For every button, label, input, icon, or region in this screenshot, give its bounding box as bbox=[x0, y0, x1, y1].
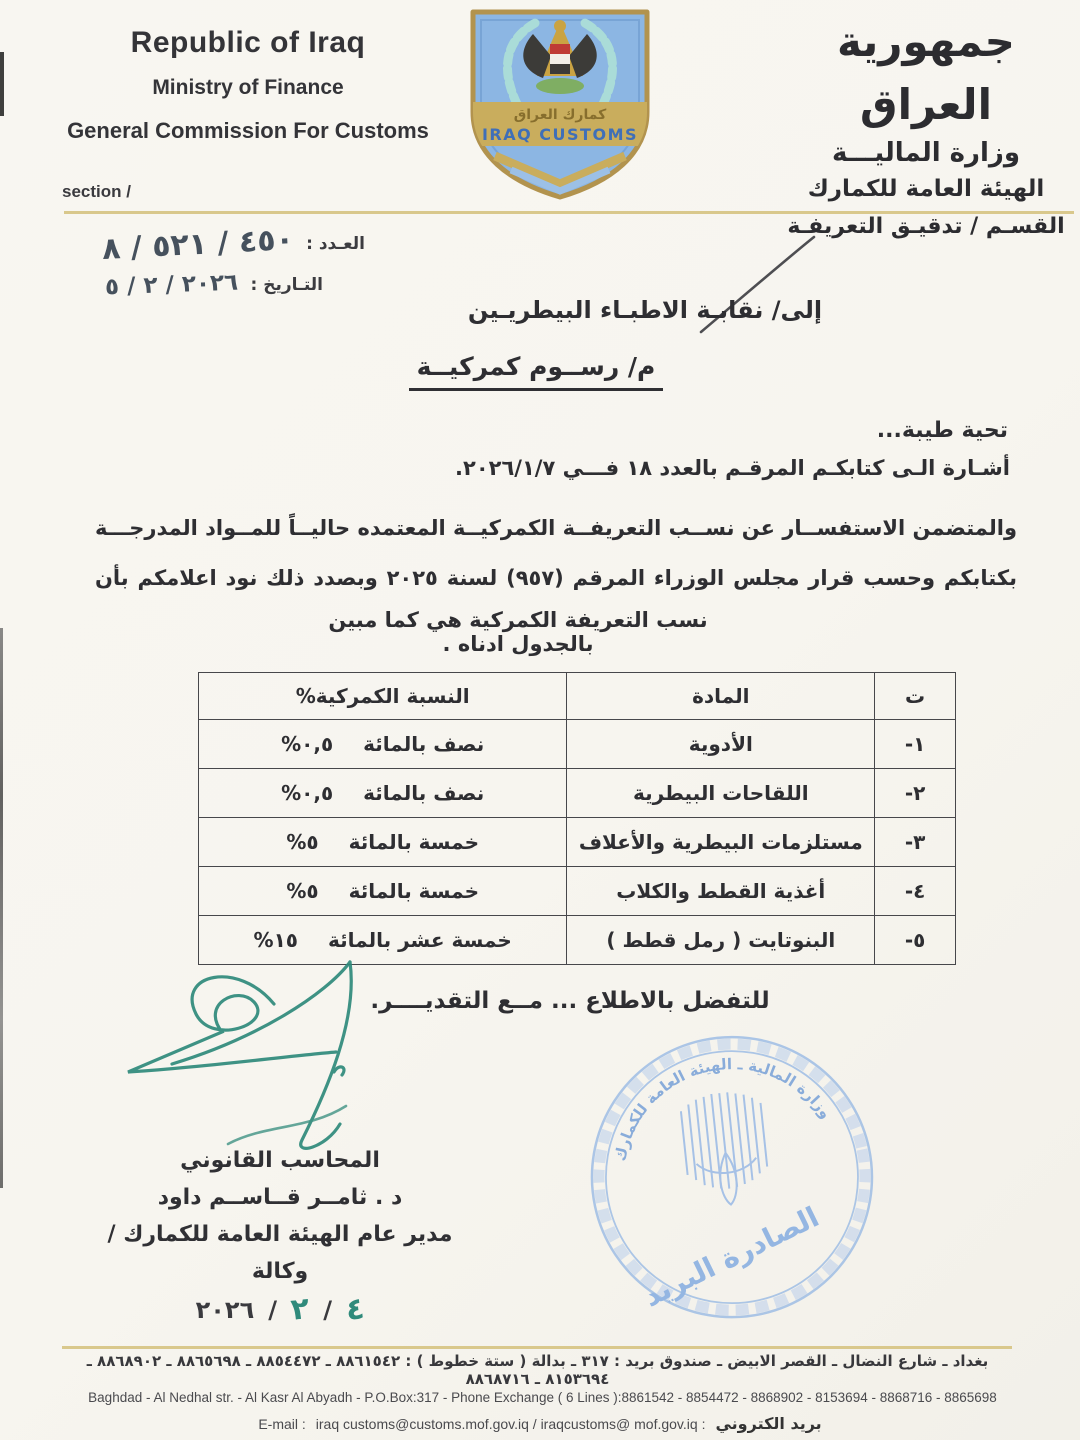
signature-block bbox=[80, 1142, 480, 1327]
row-material: مستلزمات البيطرية والأعلاف bbox=[567, 818, 875, 867]
stamp-ring-text: وزارة المالية ـ الهيئة العامة للكمارك bbox=[611, 1055, 836, 1163]
row-no: ٤- bbox=[875, 867, 956, 916]
commission-name-en: General Commission For Customs bbox=[67, 118, 429, 143]
row-material: الأدوية bbox=[567, 720, 875, 769]
signature-date bbox=[80, 1292, 480, 1327]
reference-number-row bbox=[55, 222, 365, 266]
country-name-ar: جمهورية العراق bbox=[837, 17, 1015, 129]
signer-title: المحاسب القانوني bbox=[180, 1148, 380, 1173]
date-label: التـاريخ : bbox=[250, 275, 323, 295]
body-paragraph-1: أشـارة الـى كتابكـم المرقـم بالعدد ١٨ فـــي ٢٠٢٦/١/٧. bbox=[455, 456, 1010, 480]
body-paragraph-3: نسب التعريفة الكمركية هي كما مبين بالجدول ادناه . bbox=[328, 608, 708, 656]
country-name-en: Republic of Iraq bbox=[130, 26, 366, 59]
emblem-arabic-text: كمارك العراق bbox=[513, 107, 607, 123]
header-rate: النسبة الكمركية% bbox=[199, 673, 567, 720]
date-separator: / bbox=[268, 1295, 277, 1324]
section-label: section / bbox=[62, 182, 131, 201]
addressee-line: إلى/ نقابـة الاطبـاء البيطريـين bbox=[467, 296, 823, 324]
footer-divider-rule bbox=[62, 1346, 1012, 1349]
table-row bbox=[199, 720, 956, 769]
date-separator: / bbox=[323, 1295, 333, 1324]
header-material: المادة bbox=[567, 673, 875, 720]
row-material: البنوتايت ( رمل قطط ) bbox=[567, 916, 875, 965]
row-no: ٥- bbox=[875, 916, 956, 965]
row-rate-words: خمسة عشر بالمائة bbox=[328, 928, 512, 952]
emblem-english-text: IRAQ CUSTOMS bbox=[481, 125, 639, 144]
row-no: ٣- bbox=[875, 818, 956, 867]
footer-email-line bbox=[150, 1414, 930, 1433]
table-row bbox=[199, 818, 956, 867]
scan-edge-artifact bbox=[0, 628, 3, 1188]
row-rate: ١٥% bbox=[253, 928, 299, 952]
footer-address-arabic: بغداد ـ شارع النضال ـ القصر الابيض ـ صندوق بريد : ٣١٧ ـ بدالة ( ستة خطوط ) : ٨٨٦١٥٤٢ ـ ٨٨٥٤٤٧٢ ـ ٨٨٦٥٦٩٨ ـ ٨٨٦٨٩٠٢ ـ ٨١٥٣٦٩٤ ـ ٨٨٦٨٧١٦ bbox=[86, 1352, 989, 1388]
table-row bbox=[199, 769, 956, 818]
email-label-ar: بريد الكتروني bbox=[715, 1414, 822, 1433]
reference-block bbox=[55, 222, 365, 304]
stamp-eagle-icon bbox=[679, 1089, 770, 1209]
row-rate: ٥% bbox=[286, 830, 319, 854]
row-rate: ٥% bbox=[286, 879, 319, 903]
row-rate: ٠,٥% bbox=[281, 781, 334, 805]
header-no: ت bbox=[875, 673, 956, 720]
number-label: العـدد : bbox=[306, 234, 365, 254]
row-rate-words: نصف بالمائة bbox=[363, 732, 485, 756]
row-rate-words: نصف بالمائة bbox=[363, 781, 485, 805]
stamp-outgoing-text: الصادرة البريد bbox=[638, 1200, 825, 1314]
tariff-table bbox=[198, 672, 956, 965]
signature-date-year: ٢٠٢٦ bbox=[195, 1295, 255, 1324]
scan-edge-artifact bbox=[0, 52, 4, 116]
handwritten-date-value: ٢٠٢٦ / ٢ / ٥ bbox=[105, 269, 239, 301]
table-row bbox=[199, 867, 956, 916]
ministry-name-ar: وزارة الماليـــة bbox=[831, 138, 1021, 168]
iraq-customs-emblem bbox=[455, 4, 665, 204]
row-rate-words: خمسة بالمائة bbox=[348, 830, 479, 854]
email-label-en: E-mail : bbox=[258, 1416, 306, 1432]
row-no: ٢- bbox=[875, 769, 956, 818]
header-divider-rule bbox=[64, 211, 1074, 214]
handwritten-number-value: ٤٥٠ / ٥٢١ / ٨ bbox=[101, 221, 295, 267]
greeting-line: تحية طيبة... bbox=[876, 418, 1008, 443]
row-material: اللقاحات البيطرية bbox=[567, 769, 875, 818]
closing-line: للتفضل بالاطلاع ... مــع التقديــــر. bbox=[370, 988, 770, 1014]
row-rate: ٠,٥% bbox=[281, 732, 334, 756]
handwritten-day: ٤ bbox=[344, 1291, 367, 1328]
official-stamp bbox=[568, 1022, 898, 1342]
reference-date-row bbox=[55, 266, 323, 304]
ministry-name-en: Ministry of Finance bbox=[152, 76, 344, 99]
table-header-row bbox=[199, 673, 956, 720]
body-paragraph-2: والمتضمن الاستفســار عن نســب التعريفــة الكمركيــة المعتمده حاليــاً للمــواد المدرجـــة بكتابكم وحسب قرار مجلس الوزراء المرقم (٩٥٧) لسنة ٢٠٢٥ وبصدد ذلك نود اعلامكم بأن bbox=[95, 516, 1017, 590]
row-material: أغذية القطط والكلاب bbox=[567, 867, 875, 916]
row-no: ١- bbox=[875, 720, 956, 769]
letterhead-arabic bbox=[780, 10, 1072, 239]
signer-position: مدير عام الهيئة العامة للكمارك / وكالة bbox=[107, 1222, 453, 1284]
section-name-ar: القسـم / تدقيـق التعريفـة bbox=[787, 214, 1065, 239]
row-rate-words: خمسة بالمائة bbox=[348, 879, 479, 903]
commission-name-ar: الهيئة العامة للكمارك bbox=[807, 176, 1045, 202]
letterhead-english bbox=[52, 26, 444, 144]
email-addresses: iraq customs@customs.mof.gov.iq / iraqcustoms@ mof.gov.iq : bbox=[315, 1416, 706, 1432]
signature-scribble bbox=[88, 952, 548, 1167]
subject-line bbox=[388, 352, 684, 381]
signer-name: د . ثامــر قــاســم داود bbox=[157, 1185, 403, 1210]
subject-text: م/ رســوم كمركيــة bbox=[409, 352, 664, 391]
handwritten-month: ٢ bbox=[289, 1291, 312, 1328]
footer-address-english: Baghdad - Al Nedhal str. - Al Kasr Al Abyadh - P.O.Box:317 - Phone Exchange ( 6 Lines ):8861542 - 8854472 - 8868902 - 8153694 - 8868716 - 8865698 bbox=[88, 1390, 997, 1405]
